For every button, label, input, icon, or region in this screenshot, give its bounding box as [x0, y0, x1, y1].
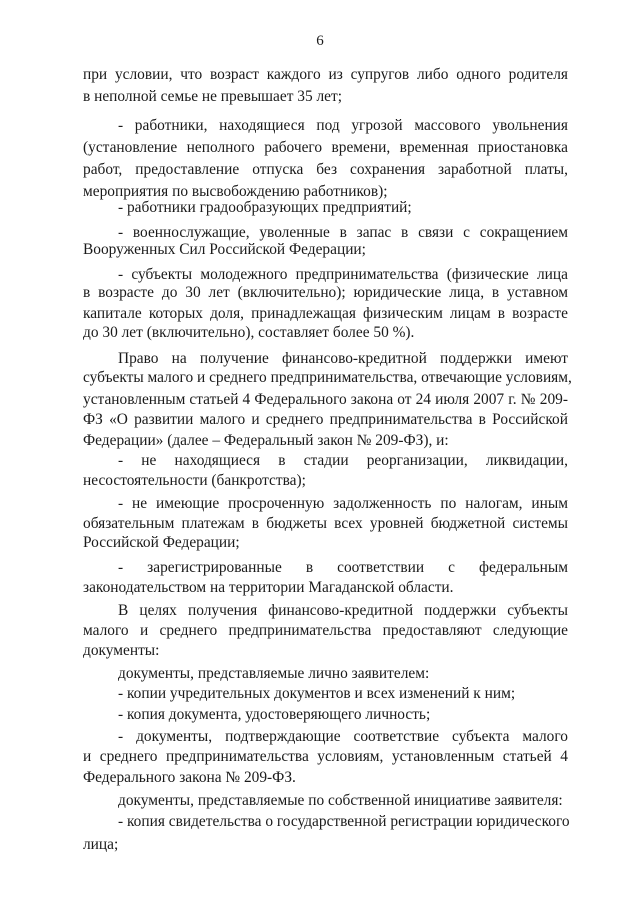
- text-line: установленным статьей 4 Федерального закона от 24 июля 2007 г. № 209-: [83, 391, 568, 408]
- text-line: ФЗ «О развитии малого и среднего предпринимательства в Российской: [83, 411, 568, 428]
- text-line: документы, представляемые лично заявителем:: [118, 665, 430, 682]
- text-line: документы, представляемые по собственной инициативе заявителя:: [118, 792, 563, 809]
- text-line: В целях получения финансово-кредитной поддержки субъекты: [118, 602, 568, 619]
- text-line: в возрасте до 30 лет (включительно); юридические лица, в уставном: [83, 284, 568, 301]
- text-line: в неполной семье не превышает 35 лет;: [83, 88, 343, 105]
- text-line: Право на получение финансово-кредитной поддержки имеют: [118, 350, 568, 367]
- text-line: и среднего предпринимательства условиям, установленным статьей 4: [83, 748, 568, 765]
- text-line: работ, предоставление отпуска без сохранения заработной платы,: [83, 161, 568, 178]
- text-line: - субъекты молодежного предпринимательства (физические лица: [118, 266, 568, 283]
- text-line: Федерации» (далее – Федеральный закон № 209-ФЗ), и:: [83, 432, 449, 449]
- text-line: документы:: [83, 642, 160, 659]
- text-line: Вооруженных Сил Российской Федерации;: [83, 241, 366, 258]
- text-line: несостоятельности (банкротства);: [83, 472, 306, 489]
- text-line: Федерального закона № 209-ФЗ.: [83, 769, 296, 786]
- page-number: 6: [316, 33, 324, 49]
- text-line: обязательным платежам в бюджеты всех уровней бюджетной системы: [83, 515, 568, 532]
- text-line: - документы, подтверждающие соответствие субъекта малого: [118, 728, 568, 745]
- text-line: - копия документа, удостоверяющего личность;: [118, 706, 431, 723]
- text-line: - работники градообразующих предприятий;: [118, 199, 412, 216]
- text-line: Российской Федерации;: [83, 534, 240, 551]
- text-line: законодательством на территории Магаданской области.: [83, 579, 454, 596]
- text-line: капитале которых доля, принадлежащая физическим лицам в возрасте: [83, 305, 568, 322]
- text-line: - не имеющие просроченную задолженность по налогам, иным: [118, 495, 568, 512]
- text-line: до 30 лет (включительно), составляет более 50 %).: [83, 324, 415, 341]
- text-line: - зарегистрированные в соответствии с федеральным: [118, 559, 568, 576]
- text-line: - работники, находящиеся под угрозой массового увольнения: [118, 117, 568, 134]
- text-line: мероприятия по высвобождению работников);: [83, 183, 388, 200]
- text-line: малого и среднего предпринимательства предоставляют следующие: [83, 622, 568, 639]
- text-line: - копии учредительных документов и всех изменений к ним;: [118, 685, 516, 702]
- text-line: (установление неполного рабочего времени, временная приостановка: [83, 139, 568, 156]
- text-line: при условии, что возраст каждого из супругов либо одного родителя: [83, 66, 568, 83]
- text-line: субъекты малого и среднего предпринимательства, отвечающие условиям,: [83, 369, 572, 386]
- text-line: лица;: [83, 836, 119, 853]
- text-line: - военнослужащие, уволенные в запас в связи с сокращением: [118, 224, 568, 241]
- text-line: - не находящиеся в стадии реорганизации, ликвидации,: [118, 452, 568, 469]
- text-line: - копия свидетельства о государственной регистрации юридического: [118, 813, 570, 830]
